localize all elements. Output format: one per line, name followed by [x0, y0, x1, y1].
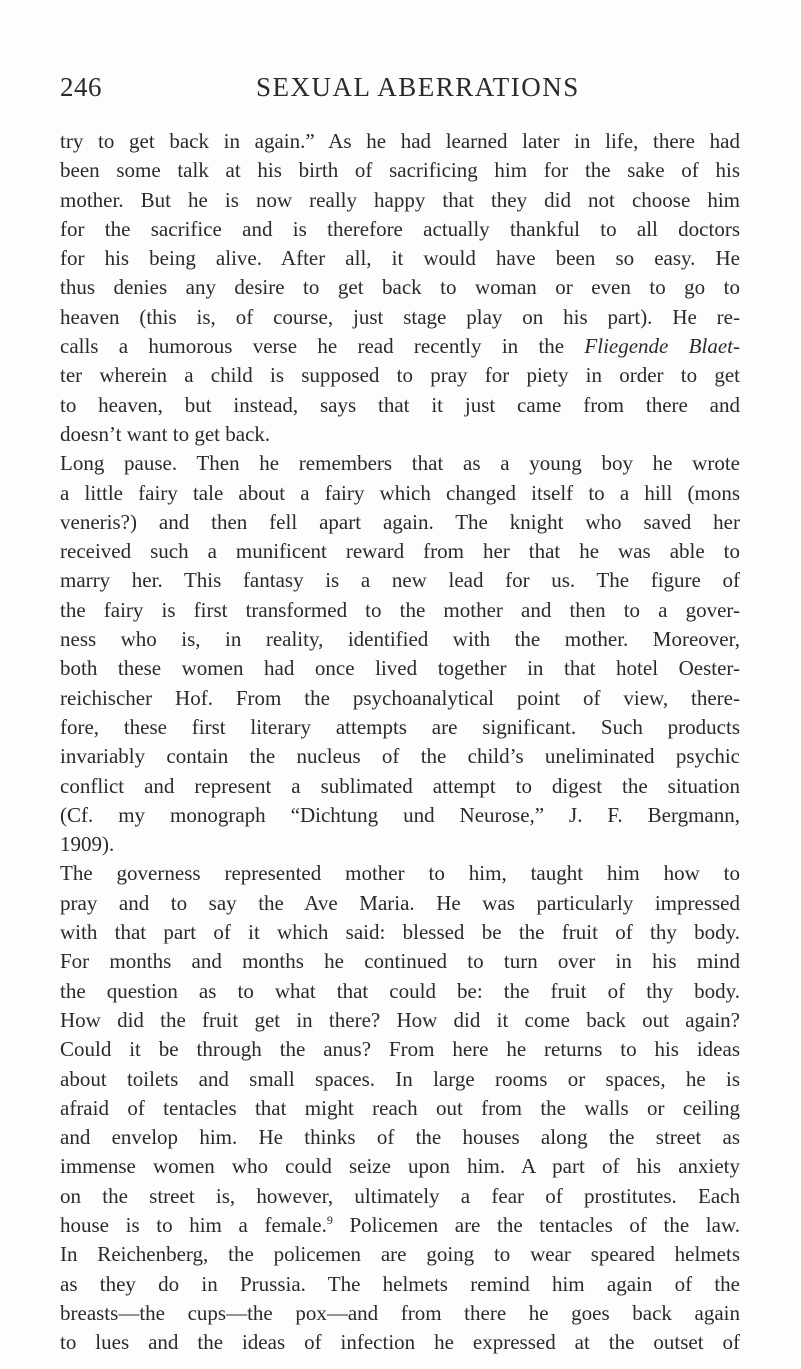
text-line: been some talk at his birth of sacrificing him for the sake of his [60, 158, 740, 183]
text-segment: house is to him a female. [60, 1212, 327, 1237]
body-text [60, 127, 740, 1357]
text-line: on the street is, however, ultimately a fear of prostitutes. Each [60, 1183, 740, 1208]
text-line: Could it be through the anus? From here he returns to his ideas [60, 1037, 740, 1062]
text-line: For months and months he continued to turn over in his mind [60, 949, 740, 974]
text-line: ter wherein a child is supposed to pray for piety in order to get [60, 363, 740, 388]
text-line: mother. But he is now really happy that they did not choose him [60, 187, 740, 212]
text-line: In Reichenberg, the policemen are going to wear speared helmets [60, 1242, 740, 1267]
text-line: thus denies any desire to get back to woman or even to go to [60, 275, 740, 300]
text-line: with that part of it which said: blessed be the fruit of thy body. [60, 920, 740, 945]
text-segment: calls a humorous verse he read recently in the [60, 334, 585, 359]
text-line: ness who is, in reality, identified with the mother. Moreover, [60, 627, 740, 652]
text-line: conflict and represent a sublimated attempt to digest the situation [60, 773, 740, 798]
text-line: breasts—the cups—the pox—and from there he goes back again [60, 1300, 740, 1325]
text-line: the fairy is first transformed to the mother and then to a gover- [60, 597, 740, 622]
text-line: the question as to what that could be: the fruit of thy body. [60, 978, 740, 1003]
text-line: pray and to say the Ave Maria. He was particularly impressed [60, 890, 740, 915]
text-line: both these women had once lived together in that hotel Oester- [60, 656, 740, 681]
text-line: veneris?) and then fell apart again. The knight who saved her [60, 509, 740, 534]
text-line: invariably contain the nucleus of the child’s uneliminated psychic [60, 744, 740, 769]
footnote-ref[interactable]: 9 [326, 1212, 333, 1227]
text-line: for his being alive. After all, it would have been so easy. He [60, 246, 740, 271]
text-line: about toilets and small spaces. In large rooms or spaces, he is [60, 1066, 740, 1091]
text-line: reichischer Hof. From the psychoanalytical point of view, there- [60, 685, 740, 710]
page-number: 246 [60, 72, 102, 102]
text-line: heaven (this is, of course, just stage play on his part). He re- [60, 304, 740, 329]
text-line-with-footnote [60, 1211, 740, 1240]
text-line: The governess represented mother to him, taught him how to [60, 861, 740, 886]
page-header [60, 72, 740, 112]
text-line: 1909). [60, 832, 115, 857]
text-line: and envelop him. He thinks of the houses along the street as [60, 1125, 740, 1150]
text-line: doesn’t want to get back. [60, 421, 271, 446]
text-line: to lues and the ideas of infection he expressed at the outset of [60, 1330, 740, 1355]
text-line: fore, these first literary attempts are significant. Such products [60, 714, 740, 739]
text-line-with-title [60, 332, 740, 361]
text-line: marry her. This fantasy is a new lead for us. The figure of [60, 568, 740, 593]
text-line: as they do in Prussia. The helmets remind him again of the [60, 1271, 740, 1296]
text-segment: Policemen are the tentacles of the law. [332, 1212, 740, 1237]
text-line: Long pause. Then he remembers that as a young boy he wrote [60, 451, 740, 476]
text-line: a little fairy tale about a fairy which changed itself to a hill (mons [60, 480, 740, 505]
text-line: How did the fruit get in there? How did it come back out again? [60, 1007, 740, 1032]
text-line: for the sacrifice and is therefore actually thankful to all doctors [60, 216, 740, 241]
text-line: immense women who could seize upon him. A part of his anxiety [60, 1154, 740, 1179]
text-line: received such a munificent reward from her that he was able to [60, 539, 740, 564]
text-line: (Cf. my monograph “Dichtung und Neurose,” J. F. Bergmann, [60, 802, 740, 827]
italic-title: Fliegende Blaet- [584, 334, 740, 359]
text-line: try to get back in again.” As he had learned later in life, there had [60, 129, 740, 153]
text-line: afraid of tentacles that might reach out from the walls or ceiling [60, 1095, 740, 1120]
running-head: SEXUAL ABERRATIONS [256, 72, 580, 102]
text-line: to heaven, but instead, says that it just came from there and [60, 392, 740, 417]
